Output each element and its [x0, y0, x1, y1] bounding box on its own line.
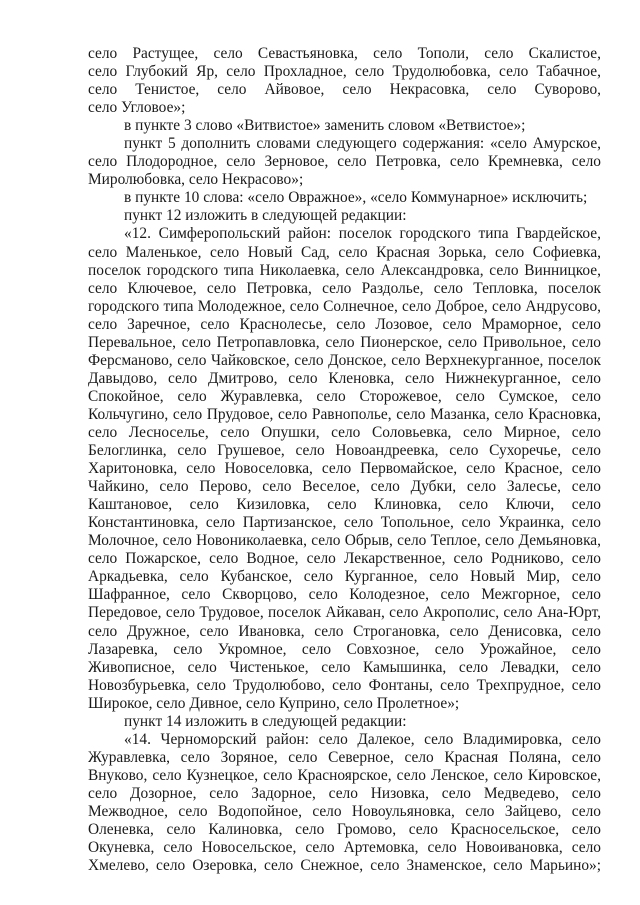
text-line: «12. Симферопольский район: поселок городского типа Гвардейское,: [124, 225, 601, 243]
text-line: «14. Черноморский район: село Далекое, село Владимировка, село: [124, 730, 601, 748]
text-line: пункт 5 дополнить словами следующего содержания: «село Амурское,: [124, 135, 601, 153]
text-line: Аркадьевка, село Кубанское, село Курганное, село Новый Мир, село: [88, 568, 601, 586]
text-line: Миролюбовка, село Некрасово»;: [88, 171, 304, 189]
text-line: поселок городского типа Николаевка, село Александровка, село Винницкое,: [88, 261, 601, 279]
text-line: Широкое, село Дивное, село Куприно, село Пролетное»;: [88, 694, 460, 712]
text-line: Внуково, село Кузнецкое, село Красноярское, село Ленское, село Кировское,: [88, 766, 601, 784]
text-line: Ферсманово, село Чайковское, село Донское, село Верхнекурганное, поселок: [88, 351, 601, 369]
text-line: Спокойное, село Журавлевка, село Сторожевое, село Сумское, село: [88, 387, 601, 405]
text-line: село Дружное, село Ивановка, село Строгановка, село Денисовка, село: [88, 622, 601, 640]
text-line: в пункте 10 слова: «село Овражное», «село Коммунарное» исключить;: [124, 189, 588, 207]
text-line: пункт 14 изложить в следующей редакции:: [124, 712, 407, 730]
document-body: [88, 45, 601, 875]
text-line: Константиновка, село Партизанское, село Топольное, село Украинка, село: [88, 514, 601, 532]
text-line: Кольчугино, село Прудовое, село Равнополье, село Мазанка, село Красновка,: [88, 405, 601, 423]
text-line: городского типа Молодежное, село Солнечное, село Доброе, село Андрусово,: [88, 297, 601, 315]
text-line: Хмелево, село Озеровка, село Снежное, село Знаменское, село Марьино»;: [88, 857, 601, 875]
text-line: в пункте 3 слово «Витвистое» заменить словом «Ветвистое»;: [124, 117, 526, 135]
text-line: Шафранное, село Скворцово, село Колодезное, село Межгорное, село: [88, 586, 601, 604]
text-line: село Маленькое, село Новый Сад, село Красная Зорька, село Софиевка,: [88, 243, 601, 261]
text-line: Перевальное, село Петропавловка, село Пионерское, село Привольное, село: [88, 333, 601, 351]
text-line: Белоглинка, село Грушевое, село Новоандреевка, село Сухоречье, село: [88, 442, 601, 460]
text-line: Передовое, село Трудовое, поселок Айкаван, село Акрополис, село Ана-Юрт,: [88, 604, 601, 622]
text-line: Новозбурьевка, село Трудолюбово, село Фонтаны, село Трехпрудное, село: [88, 676, 601, 694]
text-line: село Дозорное, село Задорное, село Низовка, село Медведево, село: [88, 784, 601, 802]
text-line: Харитоновка, село Новоселовка, село Первомайское, село Красное, село: [88, 460, 601, 478]
text-line: село Тенистое, село Айвовое, село Некрасовка, село Суворово,: [88, 81, 601, 99]
text-line: Чайкино, село Перово, село Веселое, село Дубки, село Залесье, село: [88, 478, 601, 496]
text-line: Лазаревка, село Укромное, село Совхозное, село Урожайное, село: [88, 640, 601, 658]
text-line: пункт 12 изложить в следующей редакции:: [124, 207, 407, 225]
text-line: Межводное, село Водопойное, село Новоульяновка, село Зайцево, село: [88, 802, 601, 820]
text-line: Давыдово, село Дмитрово, село Кленовка, село Нижнекурганное, село: [88, 369, 601, 387]
text-line: село Плодородное, село Зерновое, село Петровка, село Кремневка, село: [88, 153, 601, 171]
text-line: Журавлевка, село Зоряное, село Северное, село Красная Поляна, село: [88, 748, 601, 766]
text-line: село Угловое»;: [88, 99, 186, 117]
text-line: село Ключевое, село Петровка, село Раздолье, село Тепловка, поселок: [88, 279, 601, 297]
text-line: село Лесноселье, село Опушки, село Соловьевка, село Мирное, село: [88, 423, 601, 441]
text-line: село Глубокий Яр, село Прохладное, село Трудолюбовка, село Табачное,: [88, 63, 601, 81]
text-line: Молочное, село Новониколаевка, село Обрыв, село Теплое, село Демьяновка,: [88, 532, 601, 550]
text-line: Каштановое, село Кизиловка, село Клиновка, село Ключи, село: [88, 496, 601, 514]
text-line: Окуневка, село Новосельское, село Артемовка, село Новоивановка, село: [88, 839, 601, 857]
text-line: село Растущее, село Севастьяновка, село Тополи, село Скалистое,: [88, 45, 601, 62]
text-line: село Заречное, село Краснолесье, село Лозовое, село Мраморное, село: [88, 315, 601, 333]
text-line: Оленевка, село Калиновка, село Громово, село Красносельское, село: [88, 821, 601, 839]
text-line: Живописное, село Чистенькое, село Камышинка, село Левадки, село: [88, 658, 601, 676]
text-line: село Пожарское, село Водное, село Лекарственное, село Родниково, село: [88, 550, 601, 568]
